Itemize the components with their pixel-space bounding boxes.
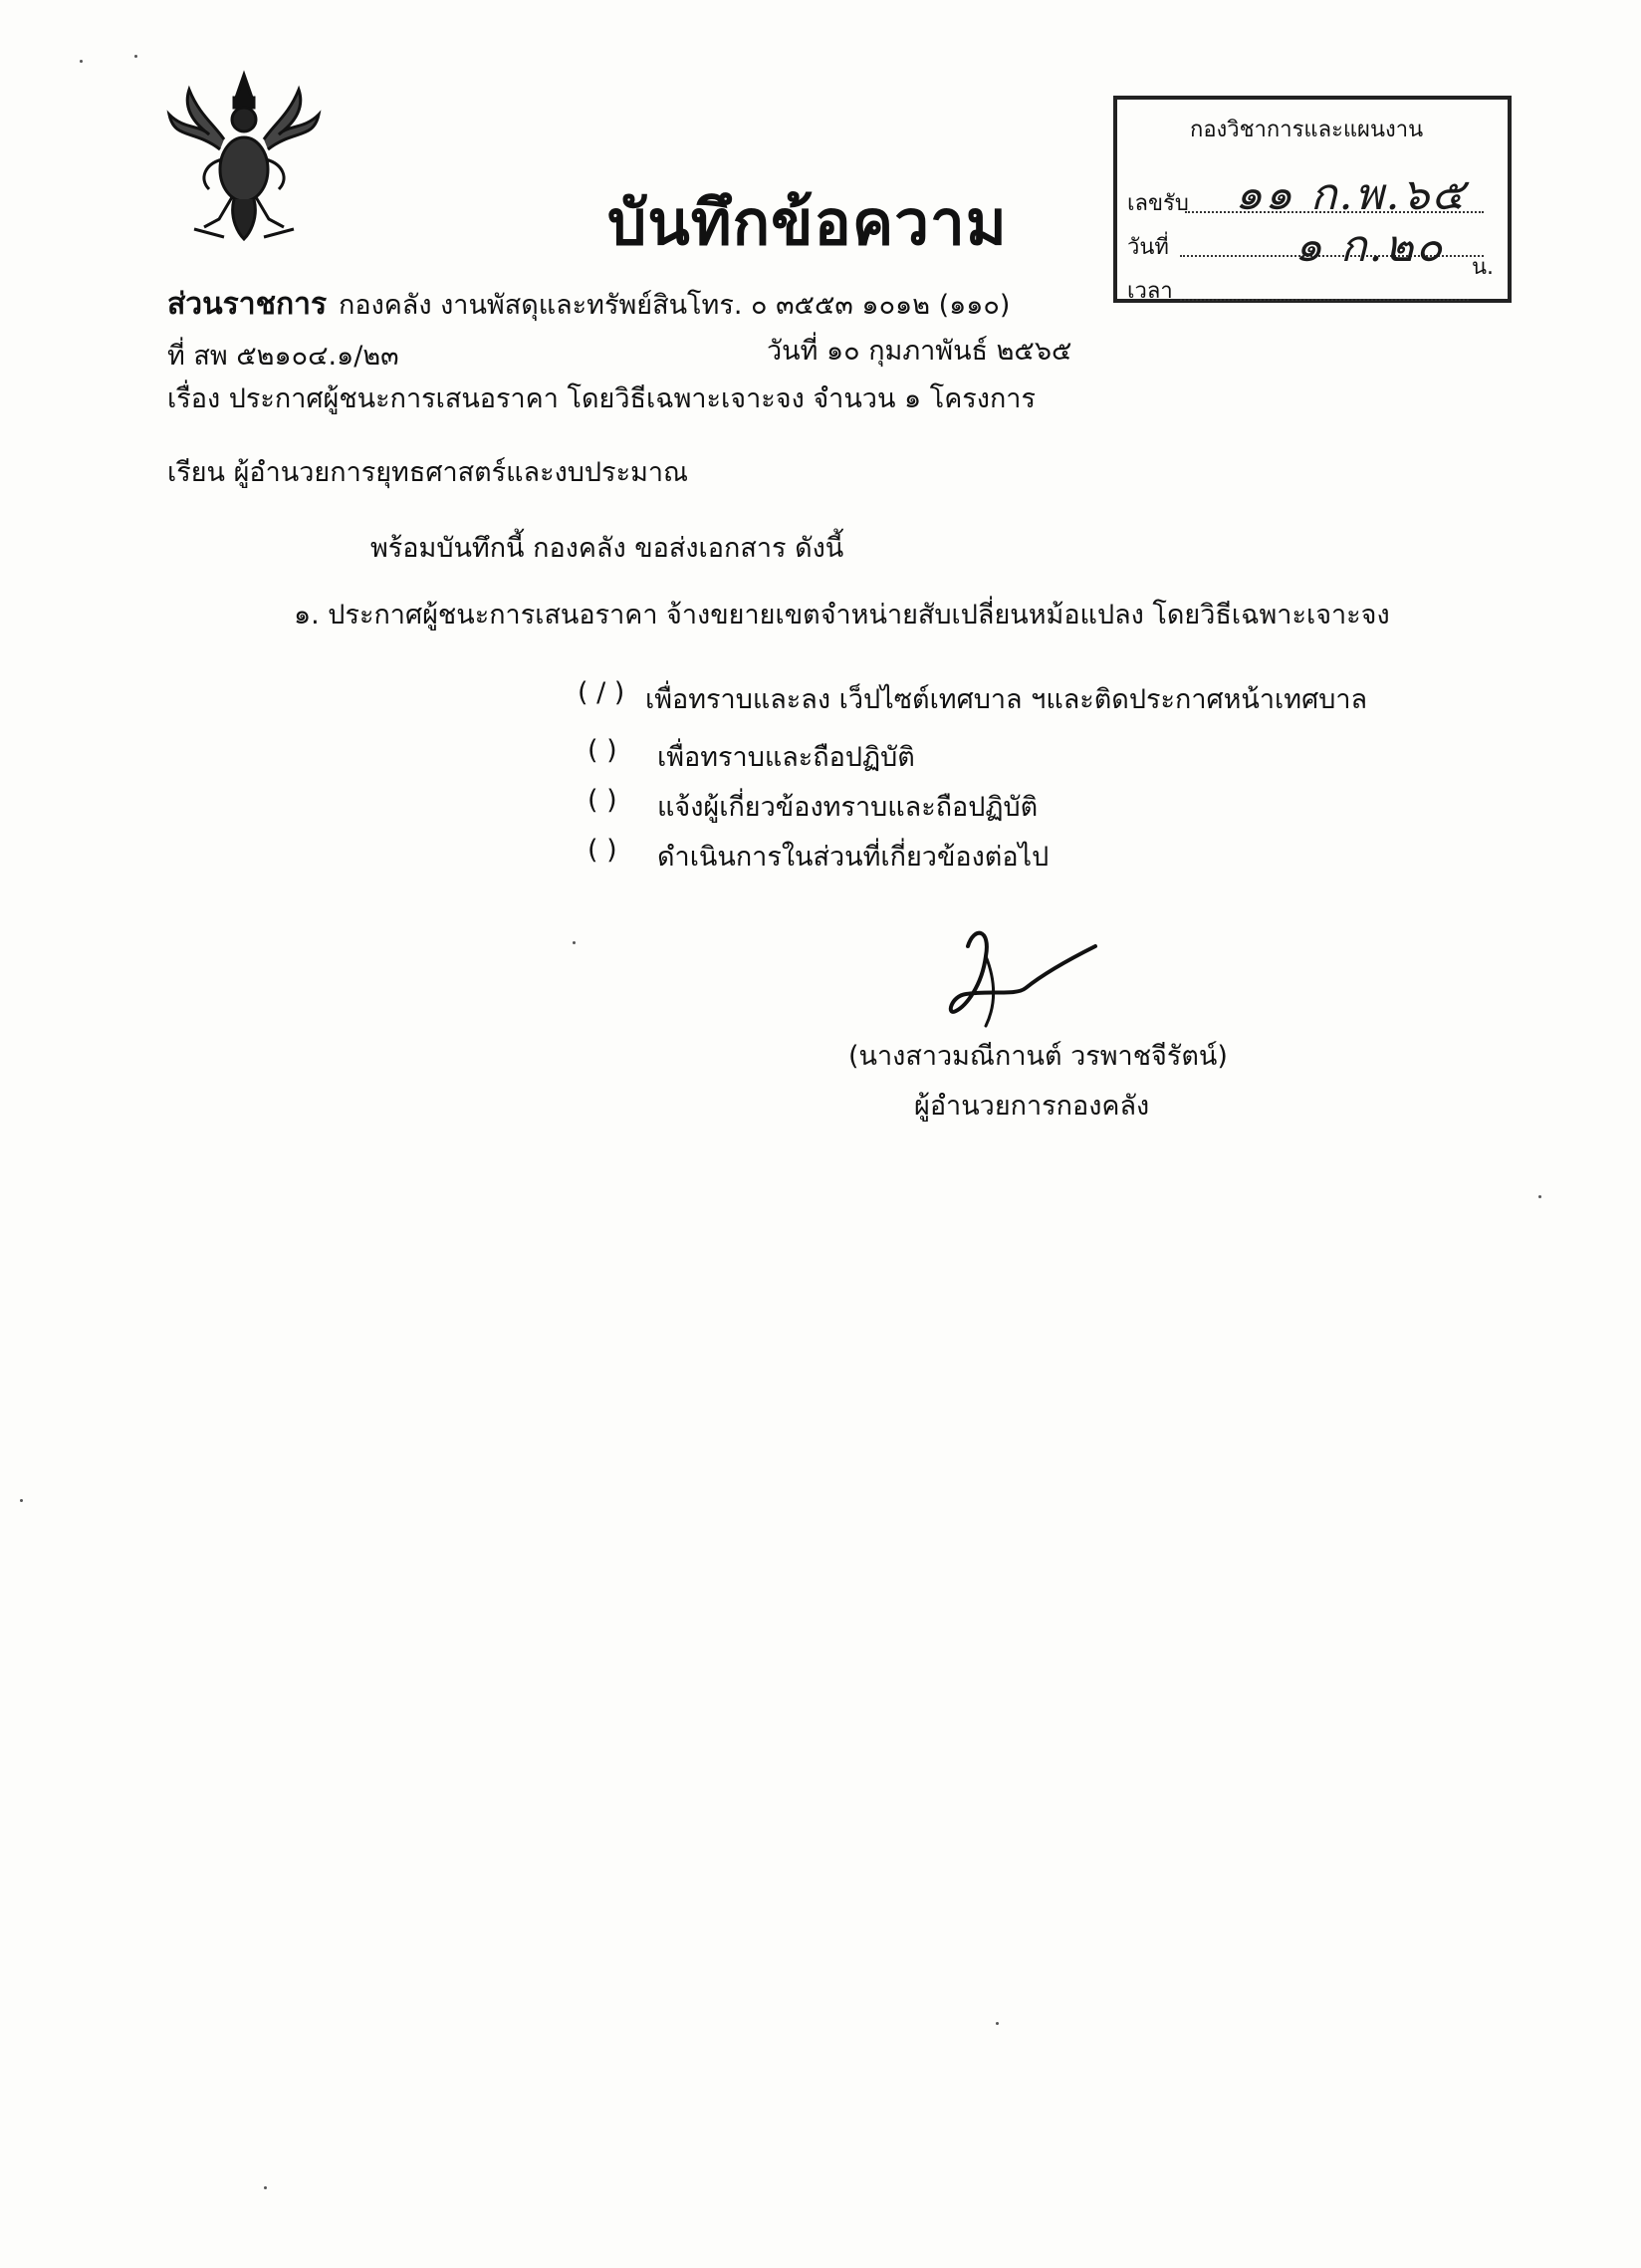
signer-name: (นางสาวมณีกานต์ วรพาชจีรัตน์): [848, 1041, 1228, 1072]
stamp-header: กองวิชาการและแผนงาน: [1190, 118, 1424, 142]
option-mark-2: ( ): [587, 735, 617, 766]
option-text-2: เพื่อทราบและถือปฏิบัติ: [657, 742, 915, 773]
scan-speck: [1538, 1195, 1541, 1198]
stamp-receive-label: เลขรับ: [1127, 191, 1189, 216]
stamp-time-suffix: น.: [1472, 255, 1495, 280]
scan-speck: [20, 1499, 23, 1502]
stamp-receive-value: ๑๑ ก.พ.๖๕: [1235, 169, 1467, 220]
option-text-3: แจ้งผู้เกี่ยวข้องทราบและถือปฏิบัติ: [657, 792, 1039, 823]
option-text-1: เพื่อทราบและลง เว็ปไซต์เทศบาล ฯและติดประกาศหน้าเทศบาล: [645, 684, 1368, 715]
memo-item-1: ๑. ประกาศผู้ชนะการเสนอราคา จ้างขยายเขตจำหน่ายสับเปลี่ยนหม้อแปลง โดยวิธีเฉพาะเจาะจง: [294, 600, 1390, 630]
scan-speck: [80, 60, 83, 63]
memo-intro: พร้อมบันทึกนี้ กองคลัง ขอส่งเอกสาร ดังนี้: [370, 533, 844, 564]
stamp-time-label: เวลา: [1127, 279, 1173, 304]
signer-title: ผู้อำนวยการกองคลัง: [914, 1091, 1150, 1122]
reference-number: ที่ สพ ๕๒๑๐๔.๑/๒๓: [167, 341, 399, 372]
signature-mark: [946, 916, 1105, 1046]
scan-speck: [996, 2022, 999, 2025]
memo-subject: เรื่อง ประกาศผู้ชนะการเสนอราคา โดยวิธีเฉพาะเจาะจง จำนวน ๑ โครงการ: [167, 383, 1036, 414]
stamp-time-line: [1180, 299, 1469, 301]
memo-title: บันทึกข้อความ: [607, 186, 1008, 259]
option-text-4: ดำเนินการในส่วนที่เกี่ยวข้องต่อไป: [657, 842, 1050, 873]
garuda-emblem-icon: [164, 70, 324, 244]
stamp-date-label: วันที่: [1127, 235, 1169, 260]
option-mark-3: ( ): [587, 785, 617, 816]
scan-speck: [264, 2186, 267, 2189]
memo-recipient: เรียน ผู้อำนวยการยุทธศาสตร์และงบประมาณ: [167, 457, 689, 488]
stamp-date-value: ๑ ก.๒๐: [1294, 221, 1445, 272]
option-mark-1: ( / ): [578, 677, 625, 708]
agency-label: ส่วนราชการ: [167, 287, 328, 322]
memo-date: วันที่ ๑๐ กุมภาพันธ์ ๒๕๖๕: [767, 336, 1072, 367]
scan-speck: [134, 55, 137, 58]
scan-speck: [573, 941, 576, 944]
option-mark-4: ( ): [587, 835, 617, 866]
agency-value: กองคลัง งานพัสดุและทรัพย์สินโทร. ๐ ๓๕๕๓ ๑๐๑๒ (๑๑๐): [339, 290, 1011, 321]
